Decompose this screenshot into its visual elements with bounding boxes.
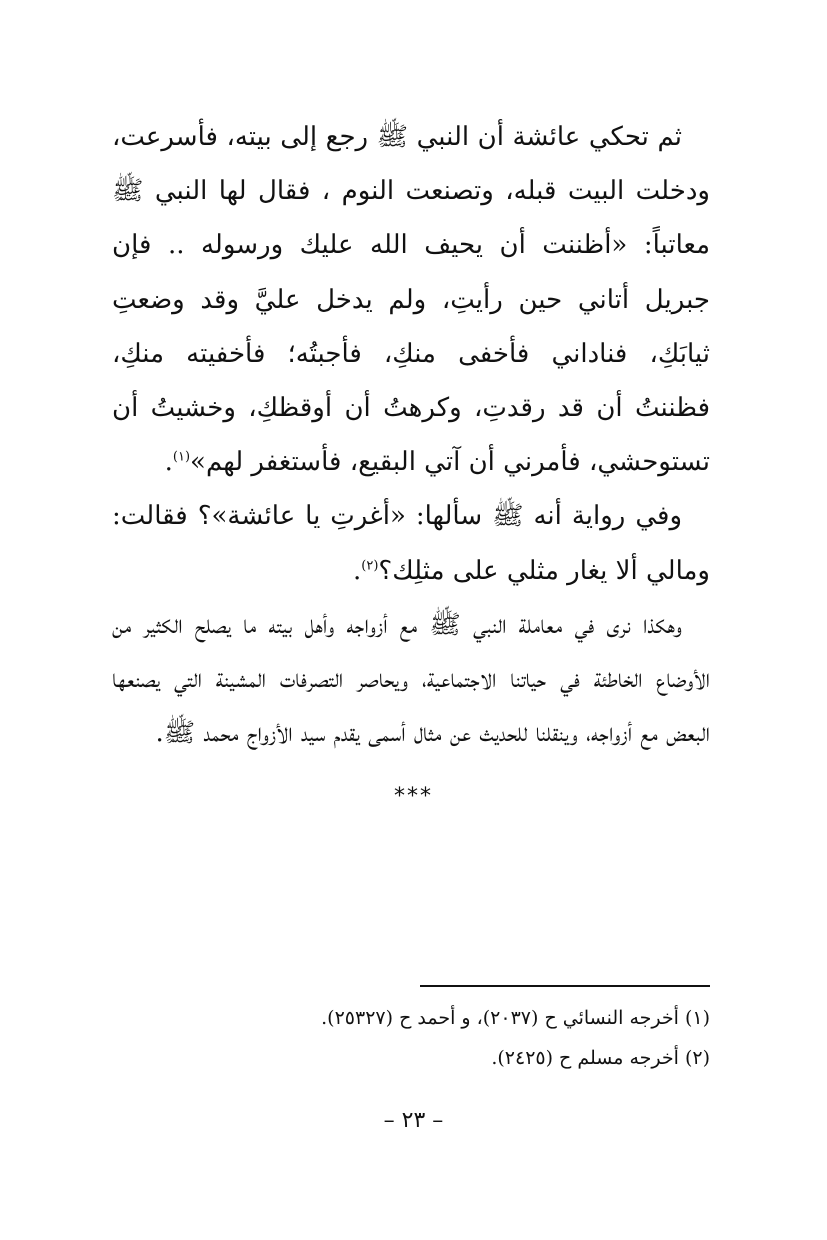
footnote-ref-1[interactable]: (١) [172,449,191,465]
page-number: – ٢٣ – [383,1108,444,1133]
paragraph-3-text: وهكذا نرى في معاملة النبي ﷺ مع أزواجه وأهل بيته ما يصلح الكثير من الأوضاع الخاطئة في حياتنا الاجتماعية، ويحاصر التصرفات المشينة التي يصنعها البعض مع أزواجه، وينقلنا للحديث عن مثال أسمى يقدم سيد الأزواج محمد ﷺ. [112,609,711,749]
footnote-divider [420,985,710,987]
section-separator: *** [394,784,433,809]
paragraph-2-tail: . [353,555,362,586]
footnotes [150,998,710,1078]
footnote-ref-2[interactable]: (٢) [361,557,379,573]
footnote-1: (١) أخرجه النسائي ح (٢٠٣٧)، و أحمد ح (٢٥٣٢٧). [321,1007,710,1029]
paragraph-3 [112,598,710,761]
main-text [112,110,710,760]
paragraph-1-text: ثم تحكي عائشة أن النبي ﷺ رجع إلى بيته، فأسرعت، ودخلت البيت قبله، وتصنعت النوم ، فقال لها النبي ﷺ معاتباً: «أظننت أن يحيف الله عليك ورسوله .. فإن جبريل أتاني حين رأيتِ، ولم يدخل عليَّ وقد وضعتِ ثيابَكِ، فناداني فأخفى منكِ، فأجبتُه؛ فأخفيته منكِ، فظننتُ أن قد رقدتِ، وكرهتُ أن أوقظكِ، وخشيتُ أن تستوحشي، فأمرني أن آتي البقيع، فأستغفر لهم» [112,122,710,478]
paragraph-1-tail: . [164,447,173,478]
footnote-2: (٢) أخرجه مسلم ح (٢٤٢٥). [491,1047,710,1069]
paragraph-2-text: وفي رواية أنه ﷺ سألها: «أغرتِ يا عائشة»؟ فقالت: ومالي ألا يغار مثلي على مثلِك؟ [112,501,710,586]
paragraph-1 [112,110,710,489]
paragraph-2 [112,489,710,597]
